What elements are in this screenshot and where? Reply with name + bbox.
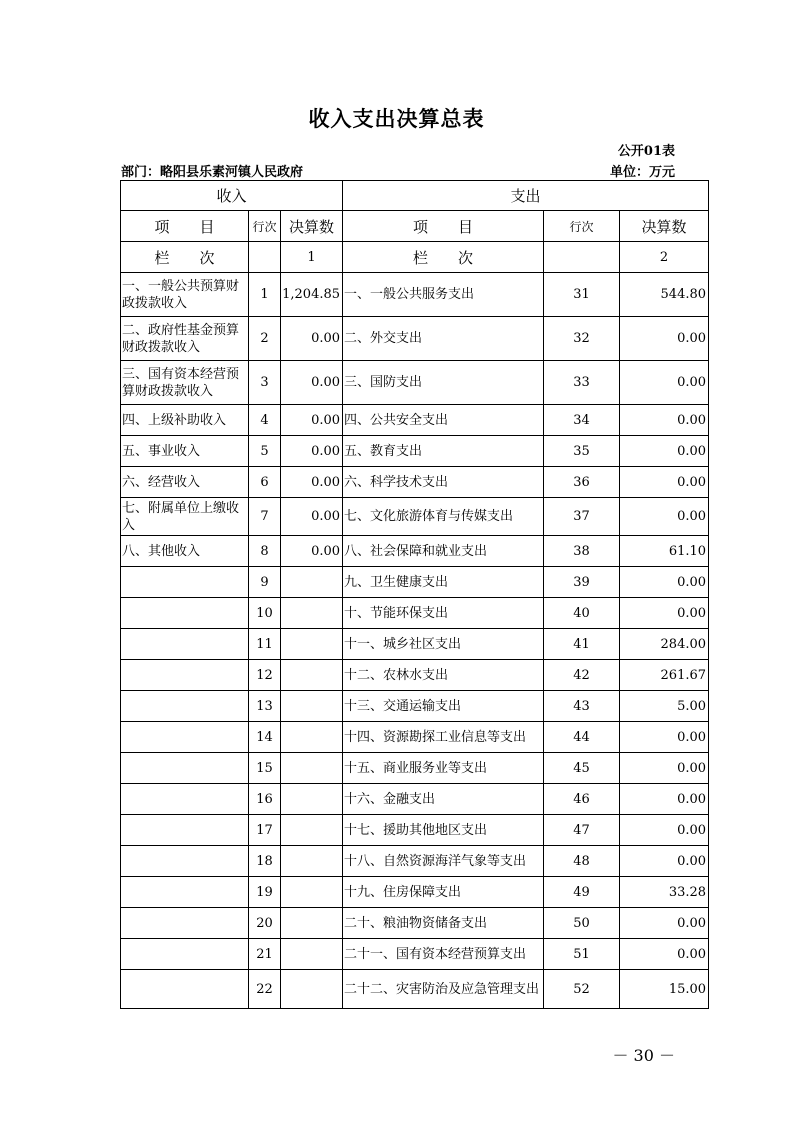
expense-item-cell: 七、文化旅游体育与传媒支出 xyxy=(343,498,544,536)
expense-row-no-cell: 41 xyxy=(544,629,620,660)
income-row-no-cell: 6 xyxy=(249,467,281,498)
income-item-cell xyxy=(121,629,249,660)
expense-column-label: 栏 次 xyxy=(343,242,544,273)
income-item-cell: 四、上级补助收入 xyxy=(121,405,249,436)
section-header-row xyxy=(121,181,709,211)
expense-amount-cell: 0.00 xyxy=(620,567,709,598)
table-row xyxy=(121,567,709,598)
expense-section-header: 支出 xyxy=(343,181,709,211)
expense-row-no-cell: 45 xyxy=(544,753,620,784)
income-item-cell: 五、事业收入 xyxy=(121,436,249,467)
income-item-cell xyxy=(121,815,249,846)
income-item-cell: 六、经营收入 xyxy=(121,467,249,498)
expense-item-cell: 六、科学技术支出 xyxy=(343,467,544,498)
income-row-no-cell: 19 xyxy=(249,877,281,908)
income-amount-cell xyxy=(281,846,343,877)
expense-item-cell: 十六、金融支出 xyxy=(343,784,544,815)
income-amount-cell xyxy=(281,877,343,908)
income-amount-cell xyxy=(281,784,343,815)
expense-amount-cell: 0.00 xyxy=(620,436,709,467)
expense-row-no-cell: 38 xyxy=(544,536,620,567)
table-row xyxy=(121,598,709,629)
department-label: 部门：略阳县乐素河镇人民政府 xyxy=(121,165,304,180)
income-row-no-cell: 3 xyxy=(249,361,281,405)
expense-row-no-cell: 49 xyxy=(544,877,620,908)
table-row xyxy=(121,629,709,660)
income-row-no-cell: 9 xyxy=(249,567,281,598)
income-amount-cell xyxy=(281,691,343,722)
expense-column-index: 2 xyxy=(620,242,709,273)
income-row-no-cell: 12 xyxy=(249,660,281,691)
income-row-no-cell: 4 xyxy=(249,405,281,436)
table-row xyxy=(121,317,709,361)
income-row-no-cell: 17 xyxy=(249,815,281,846)
table-row xyxy=(121,467,709,498)
income-item-cell: 一、一般公共预算财政拨款收入 xyxy=(121,273,249,317)
expense-amount-cell: 0.00 xyxy=(620,498,709,536)
expense-amount-cell: 33.28 xyxy=(620,877,709,908)
expense-amount-cell: 544.80 xyxy=(620,273,709,317)
income-item-cell: 三、国有资本经营预算财政拨款收入 xyxy=(121,361,249,405)
income-amount-cell xyxy=(281,815,343,846)
income-amount-cell xyxy=(281,567,343,598)
table-row xyxy=(121,970,709,1009)
income-amount-cell: 0.00 xyxy=(281,361,343,405)
income-item-cell xyxy=(121,846,249,877)
income-row-no-cell: 18 xyxy=(249,846,281,877)
expense-amount-cell: 0.00 xyxy=(620,908,709,939)
expense-row-no-cell: 33 xyxy=(544,361,620,405)
expense-amount-cell: 15.00 xyxy=(620,970,709,1009)
expense-item-cell: 十、节能环保支出 xyxy=(343,598,544,629)
expense-amount-header: 决算数 xyxy=(620,211,709,242)
income-column-index: 1 xyxy=(281,242,343,273)
form-number: 公开01表 xyxy=(617,144,675,159)
income-amount-cell xyxy=(281,939,343,970)
expense-row-no-cell: 46 xyxy=(544,784,620,815)
income-item-cell xyxy=(121,598,249,629)
table-row xyxy=(121,405,709,436)
expense-amount-cell: 5.00 xyxy=(620,691,709,722)
income-column-blank xyxy=(249,242,281,273)
table-row xyxy=(121,436,709,467)
page-number: － 30 － xyxy=(612,1046,675,1065)
income-amount-cell xyxy=(281,908,343,939)
expense-item-cell: 十八、自然资源海洋气象等支出 xyxy=(343,846,544,877)
expense-amount-cell: 261.67 xyxy=(620,660,709,691)
expense-row-no-cell: 34 xyxy=(544,405,620,436)
expense-row-no-cell: 40 xyxy=(544,598,620,629)
table-row xyxy=(121,691,709,722)
table-row xyxy=(121,536,709,567)
income-amount-cell xyxy=(281,753,343,784)
expense-amount-cell: 0.00 xyxy=(620,317,709,361)
expense-item-cell: 十九、住房保障支出 xyxy=(343,877,544,908)
income-row-no-cell: 22 xyxy=(249,970,281,1009)
expense-amount-cell: 0.00 xyxy=(620,939,709,970)
expense-item-cell: 五、教育支出 xyxy=(343,436,544,467)
income-amount-cell: 0.00 xyxy=(281,405,343,436)
expense-row-no-cell: 43 xyxy=(544,691,620,722)
expense-row-no-cell: 48 xyxy=(544,846,620,877)
expense-amount-cell: 0.00 xyxy=(620,361,709,405)
income-column-label: 栏 次 xyxy=(121,242,249,273)
income-amount-cell xyxy=(281,629,343,660)
income-item-cell xyxy=(121,722,249,753)
income-item-cell xyxy=(121,567,249,598)
income-item-cell xyxy=(121,939,249,970)
expense-item-cell: 三、国防支出 xyxy=(343,361,544,405)
table-row xyxy=(121,939,709,970)
expense-item-cell: 九、卫生健康支出 xyxy=(343,567,544,598)
expense-row-no-cell: 51 xyxy=(544,939,620,970)
expense-item-cell: 八、社会保障和就业支出 xyxy=(343,536,544,567)
income-item-cell: 七、附属单位上缴收入 xyxy=(121,498,249,536)
expense-row-no-cell: 35 xyxy=(544,436,620,467)
expense-item-cell: 十四、资源勘探工业信息等支出 xyxy=(343,722,544,753)
expense-amount-cell: 0.00 xyxy=(620,815,709,846)
table-row xyxy=(121,846,709,877)
expense-amount-cell: 0.00 xyxy=(620,753,709,784)
income-row-no-cell: 8 xyxy=(249,536,281,567)
income-item-cell xyxy=(121,753,249,784)
income-row-no-cell: 15 xyxy=(249,753,281,784)
table-row xyxy=(121,273,709,317)
expense-row-no-cell: 52 xyxy=(544,970,620,1009)
column-header-row xyxy=(121,211,709,242)
income-amount-cell: 0.00 xyxy=(281,317,343,361)
expense-row-no-cell: 39 xyxy=(544,567,620,598)
expense-row-no-cell: 42 xyxy=(544,660,620,691)
income-item-cell: 八、其他收入 xyxy=(121,536,249,567)
expense-amount-cell: 0.00 xyxy=(620,598,709,629)
expense-row-no-cell: 47 xyxy=(544,815,620,846)
expense-row-no-cell: 37 xyxy=(544,498,620,536)
expense-amount-cell: 0.00 xyxy=(620,846,709,877)
income-row-no-cell: 20 xyxy=(249,908,281,939)
income-section-header: 收入 xyxy=(121,181,343,211)
expense-item-cell: 四、公共安全支出 xyxy=(343,405,544,436)
expense-amount-cell: 0.00 xyxy=(620,405,709,436)
expense-row-no-cell: 50 xyxy=(544,908,620,939)
table-row xyxy=(121,877,709,908)
page-title: 收入支出决算总表 xyxy=(308,106,485,131)
income-row-no-cell: 11 xyxy=(249,629,281,660)
income-row-no-cell: 7 xyxy=(249,498,281,536)
table-row xyxy=(121,498,709,536)
expense-row-no-header: 行次 xyxy=(544,211,620,242)
expense-item-cell: 十三、交通运输支出 xyxy=(343,691,544,722)
income-item-cell xyxy=(121,908,249,939)
income-item-header: 项 目 xyxy=(121,211,249,242)
income-item-cell xyxy=(121,877,249,908)
expense-item-cell: 十七、援助其他地区支出 xyxy=(343,815,544,846)
income-row-no-cell: 2 xyxy=(249,317,281,361)
income-amount-cell: 0.00 xyxy=(281,436,343,467)
expense-item-cell: 二、外交支出 xyxy=(343,317,544,361)
expense-row-no-cell: 36 xyxy=(544,467,620,498)
income-item-cell xyxy=(121,660,249,691)
expense-item-cell: 一、一般公共服务支出 xyxy=(343,273,544,317)
column-index-row xyxy=(121,242,709,273)
expense-item-cell: 二十二、灾害防治及应急管理支出 xyxy=(343,970,544,1009)
expense-amount-cell: 284.00 xyxy=(620,629,709,660)
income-amount-header: 决算数 xyxy=(281,211,343,242)
expense-amount-cell: 0.00 xyxy=(620,722,709,753)
unit-label: 单位：万元 xyxy=(609,165,675,180)
table-row xyxy=(121,815,709,846)
expense-item-cell: 十一、城乡社区支出 xyxy=(343,629,544,660)
income-row-no-cell: 13 xyxy=(249,691,281,722)
expense-item-cell: 十二、农林水支出 xyxy=(343,660,544,691)
income-item-cell: 二、政府性基金预算财政拨款收入 xyxy=(121,317,249,361)
income-row-no-header: 行次 xyxy=(249,211,281,242)
table-row xyxy=(121,361,709,405)
income-row-no-cell: 21 xyxy=(249,939,281,970)
expense-amount-cell: 61.10 xyxy=(620,536,709,567)
table-row xyxy=(121,660,709,691)
expense-amount-cell: 0.00 xyxy=(620,467,709,498)
income-item-cell xyxy=(121,784,249,815)
income-item-cell xyxy=(121,970,249,1009)
income-amount-cell: 0.00 xyxy=(281,498,343,536)
income-expense-table xyxy=(120,180,709,1009)
expense-row-no-cell: 32 xyxy=(544,317,620,361)
table-row xyxy=(121,722,709,753)
income-amount-cell xyxy=(281,970,343,1009)
expense-row-no-cell: 44 xyxy=(544,722,620,753)
income-row-no-cell: 14 xyxy=(249,722,281,753)
expense-item-header: 项 目 xyxy=(343,211,544,242)
expense-item-cell: 十五、商业服务业等支出 xyxy=(343,753,544,784)
expense-item-cell: 二十、粮油物资储备支出 xyxy=(343,908,544,939)
income-amount-cell xyxy=(281,660,343,691)
income-item-cell xyxy=(121,691,249,722)
expense-column-blank xyxy=(544,242,620,273)
expense-row-no-cell: 31 xyxy=(544,273,620,317)
income-row-no-cell: 10 xyxy=(249,598,281,629)
income-row-no-cell: 1 xyxy=(249,273,281,317)
table-row xyxy=(121,784,709,815)
expense-amount-cell: 0.00 xyxy=(620,784,709,815)
expense-item-cell: 二十一、国有资本经营预算支出 xyxy=(343,939,544,970)
income-amount-cell xyxy=(281,598,343,629)
table-row xyxy=(121,908,709,939)
income-row-no-cell: 5 xyxy=(249,436,281,467)
income-amount-cell: 0.00 xyxy=(281,467,343,498)
income-amount-cell xyxy=(281,722,343,753)
table-row xyxy=(121,753,709,784)
income-amount-cell: 1,204.85 xyxy=(281,273,343,317)
income-row-no-cell: 16 xyxy=(249,784,281,815)
income-amount-cell: 0.00 xyxy=(281,536,343,567)
